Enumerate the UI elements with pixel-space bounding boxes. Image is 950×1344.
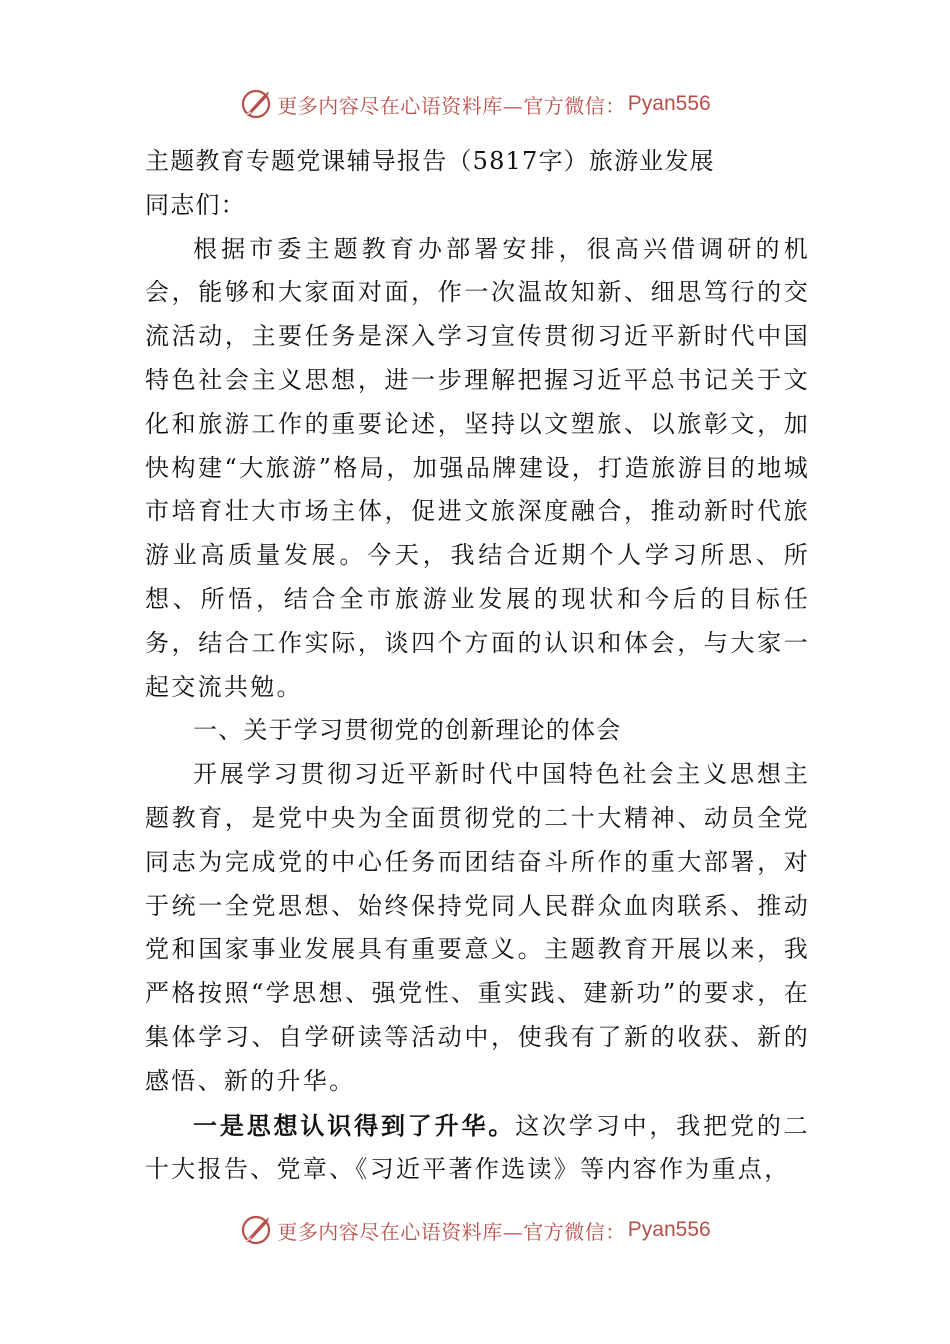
point-1-text: 这次学习中，我把党的二十大报告、党章、《习近平著作选读》等内容作为重点， — [145, 1111, 810, 1184]
document-body — [145, 140, 810, 1192]
header-watermark — [0, 84, 950, 124]
quill-pen-logo-icon — [239, 87, 273, 121]
watermark-text: 更多内容尽在心语资料库—官方微信： — [277, 93, 626, 118]
intro-paragraph: 根据市委主题教育办部署安排，很高兴借调研的机会，能够和大家面对面，作一次温故知新、细思笃行的交流活动，主要任务是深入学习宣传贯彻习近平新时代中国特色社会主义思想，进一步理解把握习近平总书记关于文化和旅游工作的重要论述，坚持以文塑旅、以旅彰文，加快构建“大旅游”格局，加强品牌建设，打造旅游目的地城市培育壮大市场主体，促进文旅深度融合，推动新时代旅游业高质量发展。今天，我结合近期个人学习所思、所想、所悟，结合全市旅游业发展的现状和今后的目标任务，结合工作实际，谈四个方面的认识和体会，与大家一起交流共勉。 — [145, 234, 810, 701]
watermark-wechat-handle: Pyan556 — [627, 1218, 711, 1241]
salutation: 同志们： — [145, 190, 246, 219]
watermark-wechat-handle: Pyan556 — [627, 92, 711, 115]
quill-pen-logo-icon — [239, 1213, 273, 1247]
point-1-lead: 一是思想认识得到了升华。 — [193, 1110, 516, 1140]
footer-watermark — [0, 1210, 950, 1250]
document-title: 主题教育专题党课辅导报告（5817字）旅游业发展 — [145, 147, 715, 175]
section-1-paragraph: 开展学习贯彻习近平新时代中国特色社会主义思想主题教育，是党中央为全面贯彻党的二十大精神、动员全党同志为完成党的中心任务而团结奋斗所作的重大部署，对于统一全党思想、始终保持党同人民群众血肉联系、推动党和国家事业发展具有重要意义。主题教育开展以来，我严格按照“学思想、强党性、重实践、建新功”的要求，在集体学习、自学研读等活动中，使我有了新的收获、新的感悟、新的升华。 — [145, 760, 810, 1095]
point-1-paragraph — [145, 1104, 810, 1193]
section-1-heading: 一、关于学习贯彻党的创新理论的体会 — [193, 716, 622, 745]
watermark-text: 更多内容尽在心语资料库—官方微信： — [277, 1219, 626, 1244]
